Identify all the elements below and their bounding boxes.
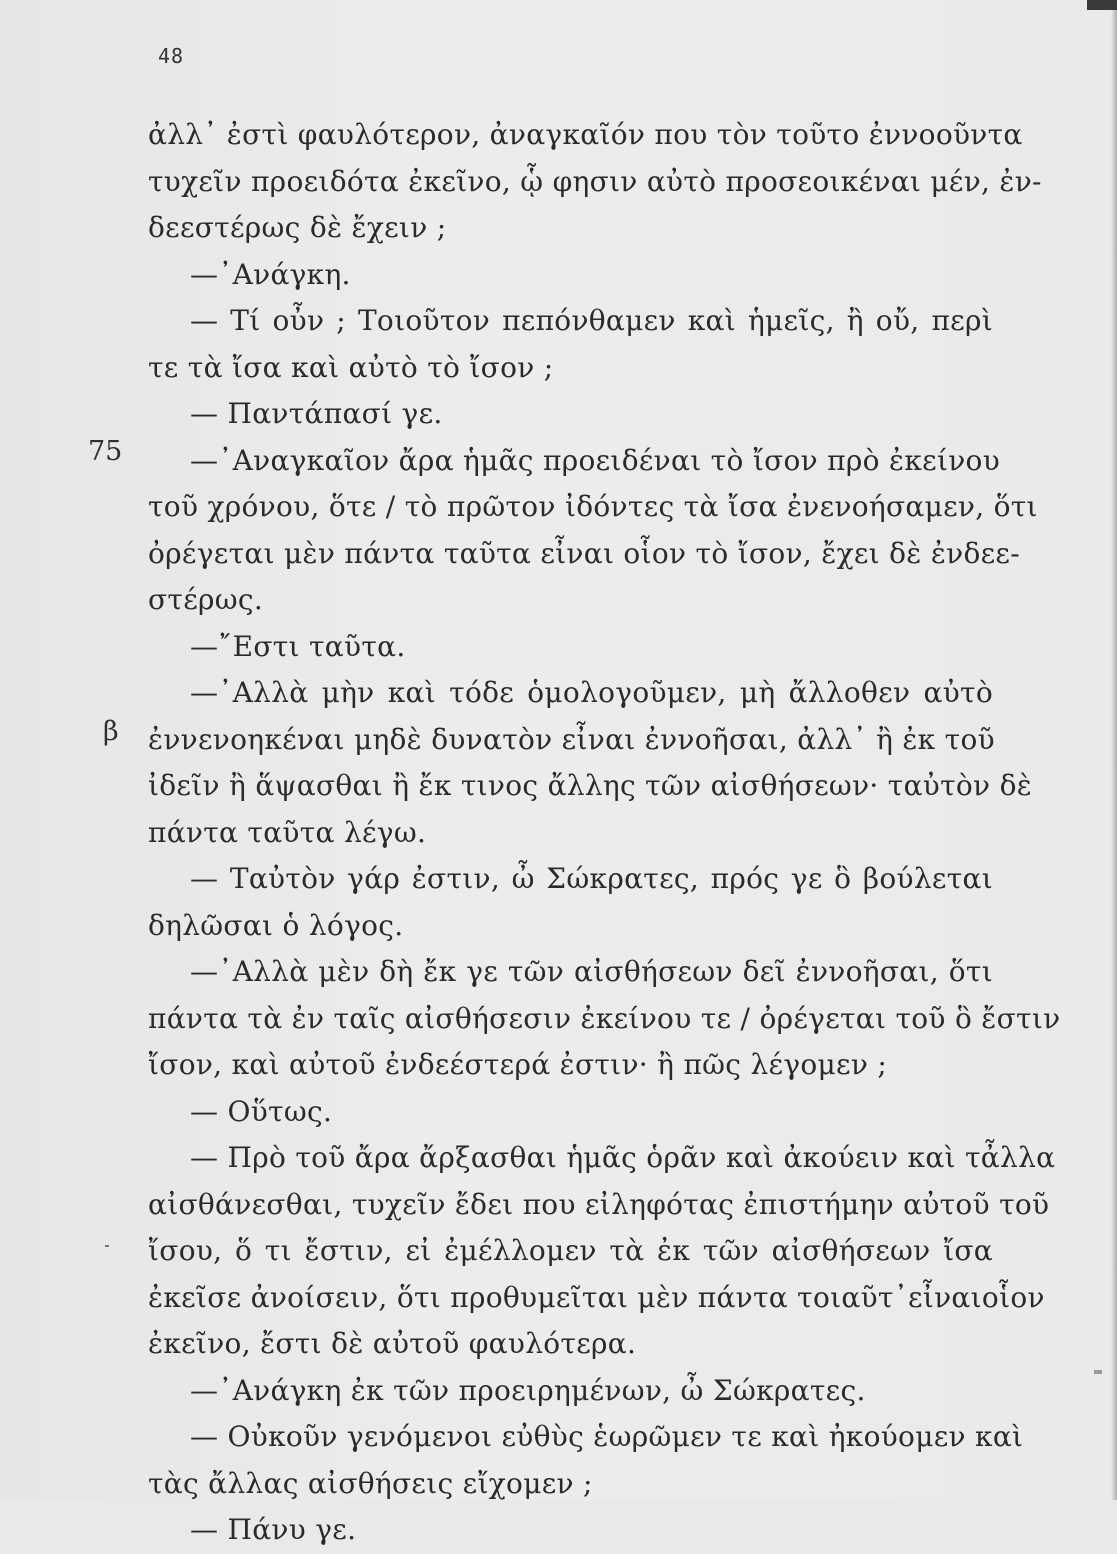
main-text [148,112,1061,1554]
text-line: — Οὕτως. [190,1094,333,1128]
scan-corner-mark [1087,0,1117,10]
text-line: —῎Εστι ταῦτα. [190,629,406,663]
page-number: 48 [158,44,185,68]
text-line: τὰς ἄλλας αἰσθήσεις εἴχομεν ; [148,1466,593,1500]
text-line: δεεστέρως δὲ ἔχειν ; [148,211,447,244]
text-line: ἴσον, καὶ αὐτοῦ ἐνδεέστερά ἐστιν· ἢ πῶς λέγομεν ; [148,1048,888,1081]
text-line: —᾽Αλλὰ μὴν καὶ τόδε ὁμολογοῦμεν, μὴ ἄλλοθεν αὐτὸ [190,676,993,709]
text-line: — Πάνυ γε. [190,1513,357,1546]
text-line: — Πρὸ τοῦ ἄρα ἄρξασθαι ἡμᾶς ὁρᾶν καὶ ἀκούειν καὶ τἆλλα [190,1141,1056,1174]
text-line: πάντα τὰ ἐν ταῖς αἰσθήσεσιν ἐκείνου τε / ὀρέγεται τοῦ ὃ ἔστιν [148,1001,1061,1035]
scan-speck [105,1245,109,1247]
text-line: ἰδεῖν ἢ ἅψασθαι ἢ ἔκ τινος ἄλλης τῶν αἰσθήσεων· ταὐτὸν δὲ [148,769,1033,802]
scan-speck [1094,1370,1102,1374]
text-line: πάντα ταῦτα λέγω. [148,815,427,849]
text-line: ὀρέγεται μὲν πάντα ταῦτα εἶναι οἷον τὸ ἴσον, ἔχει δὲ ἐνδεε- [148,536,1021,570]
text-line: τυχεῖν προειδότα ἐκεῖνο, ᾧ φησιν αὐτὸ προσεοικέναι μέν, ἐν- [148,164,1042,198]
text-line: —᾽Ανάγκη. [190,257,351,291]
text-line: στέρως. [148,583,264,616]
page-edge-shadow [1111,0,1117,1500]
text-line: ἐννενοηκέναι μηδὲ δυνατὸν εἶναι ἐννοῆσαι, ἀλλ᾽ ἢ ἐκ τοῦ [148,722,995,756]
text-line: δηλῶσαι ὁ λόγος. [148,908,404,942]
text-line: —᾽Αλλὰ μὲν δὴ ἔκ γε τῶν αἰσθήσεων δεῖ ἐννοῆσαι, ὅτι [190,955,993,988]
text-line: — Ταὐτὸν γάρ ἐστιν, ὦ Σώκρατες, πρός γε ὃ βούλεται [190,862,993,895]
text-line: — Παντάπασί γε. [190,397,443,430]
text-line: ἐκεῖνο, ἔστι δὲ αὐτοῦ φαυλότερα. [148,1327,637,1360]
margin-line-number: 75 [88,436,123,467]
text-line: —᾽Αναγκαῖον ἄρα ἡμᾶς προειδέναι τὸ ἴσον πρὸ ἐκείνου [190,443,1001,477]
margin-section-marker: β [103,716,119,747]
text-line: —᾽Ανάγκη ἐκ τῶν προειρημένων, ὦ Σώκρατες. [190,1373,866,1407]
text-line: τοῦ χρόνου, ὅτε / τὸ πρῶτον ἰδόντες τὰ ἴσα ἐνενοήσαμεν, ὅτι [148,490,1038,523]
text-line: τε τὰ ἴσα καὶ αὐτὸ τὸ ἴσον ; [148,350,554,384]
text-line: ἐκεῖσε ἀνοίσειν, ὅτι προθυμεῖται μὲν πάντα τοιαῦτ᾽εἶναιοἷον [148,1280,1045,1314]
text-line: ἀλλ᾽ ἐστὶ φαυλότερον, ἀναγκαῖόν που τὸν τοῦτο ἐννοοῦντα [148,118,1023,151]
text-line: — Τί οὖν ; Τοιοῦτον πεπόνθαμεν καὶ ἡμεῖς, ἢ οὔ, περὶ [190,304,993,337]
text-line: ἴσου, ὅ τι ἔστιν, εἰ ἐμέλλομεν τὰ ἐκ τῶν αἰσθήσεων ἴσα [148,1234,993,1267]
text-line: — Οὐκοῦν γενόμενοι εὐθὺς ἑωρῶμεν τε καὶ ἠκούομεν καὶ [190,1420,1024,1453]
text-line: αἰσθάνεσθαι, τυχεῖν ἔδει που εἰληφότας ἐπιστήμην αὐτοῦ τοῦ [148,1187,1050,1221]
